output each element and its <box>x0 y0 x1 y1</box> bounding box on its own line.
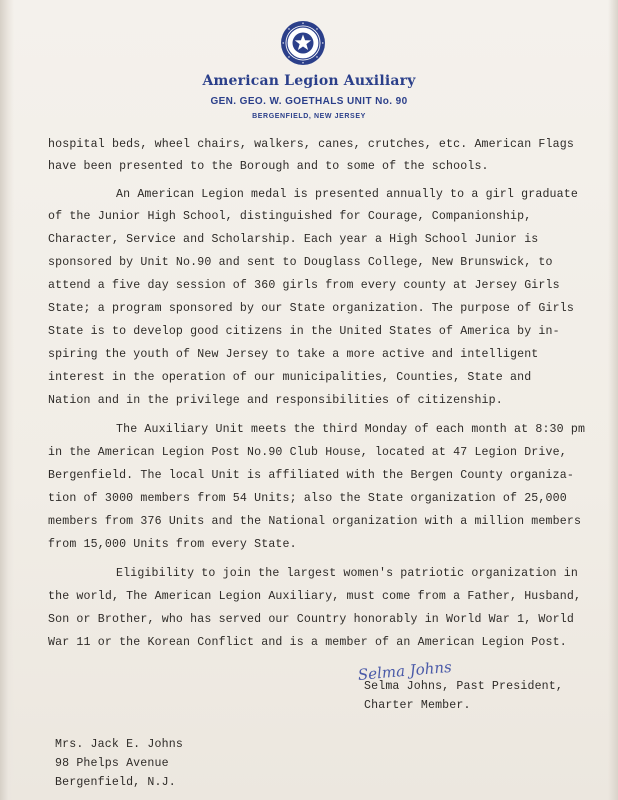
letterhead-title: American Legion Auxiliary <box>202 73 416 89</box>
letterhead-unit: GEN. GEO. W. GOETHALS UNIT No. 90 <box>210 96 408 107</box>
signature-title-line: Charter Member. <box>364 699 471 712</box>
body-line: of the Junior High School, distinguished for Courage, Companionship, <box>48 210 532 223</box>
page-edge-shadow <box>608 0 618 800</box>
body-line: Son or Brother, who has served our Country honorably in World War 1, World <box>48 613 574 626</box>
signature-name-line: Selma Johns, Past President, <box>364 680 564 693</box>
body-line: interest in the operation of our municipalities, Counties, State and <box>48 371 532 384</box>
address-line: 98 Phelps Avenue <box>55 757 169 770</box>
body-line: An American Legion medal is presented annually to a girl graduate <box>116 188 578 201</box>
body-line: members from 376 Units and the National organization with a million members <box>48 515 582 528</box>
body-line: spiring the youth of New Jersey to take a more active and intelligent <box>48 348 539 361</box>
body-line: from 15,000 Units from every State. <box>48 538 297 551</box>
body-line: in the American Legion Post No.90 Club House, located at 47 Legion Drive, <box>48 446 567 459</box>
body-line: attend a five day session of 360 girls from every county at Jersey Girls <box>48 279 560 292</box>
address-line: Bergenfield, N.J. <box>55 776 176 789</box>
body-line: have been presented to the Borough and to some of the schools. <box>48 160 489 173</box>
body-line: the world, The American Legion Auxiliary, must come from a Father, Husband, <box>48 590 582 603</box>
page-fold-shadow <box>0 0 14 800</box>
address-line: Mrs. Jack E. Johns <box>55 738 183 751</box>
body-line: hospital beds, wheel chairs, walkers, canes, crutches, etc. American Flags <box>48 138 574 151</box>
letterhead-location: BERGENFIELD, NEW JERSEY <box>252 113 366 120</box>
body-line: Character, Service and Scholarship. Each year a High School Junior is <box>48 233 539 246</box>
legion-emblem-icon <box>280 20 326 66</box>
body-line: State is to develop good citizens in the United States of America by in- <box>48 325 560 338</box>
body-line: Bergenfield. The local Unit is affiliated with the Bergen County organiza- <box>48 469 574 482</box>
body-line: War 11 or the Korean Conflict and is a member of an American Legion Post. <box>48 636 567 649</box>
body-line: sponsored by Unit No.90 and sent to Douglass College, New Brunswick, to <box>48 256 553 269</box>
body-line: tion of 3000 members from 54 Units; also the State organization of 25,000 <box>48 492 567 505</box>
body-line: State; a program sponsored by our State organization. The purpose of Girls <box>48 302 574 315</box>
handwritten-signature: Selma Johns <box>357 657 453 684</box>
body-line: Eligibility to join the largest women's patriotic organization in <box>116 567 578 580</box>
body-line: The Auxiliary Unit meets the third Monday of each month at 8:30 pm <box>116 423 586 436</box>
body-line: Nation and in the privilege and responsibilities of citizenship. <box>48 394 503 407</box>
